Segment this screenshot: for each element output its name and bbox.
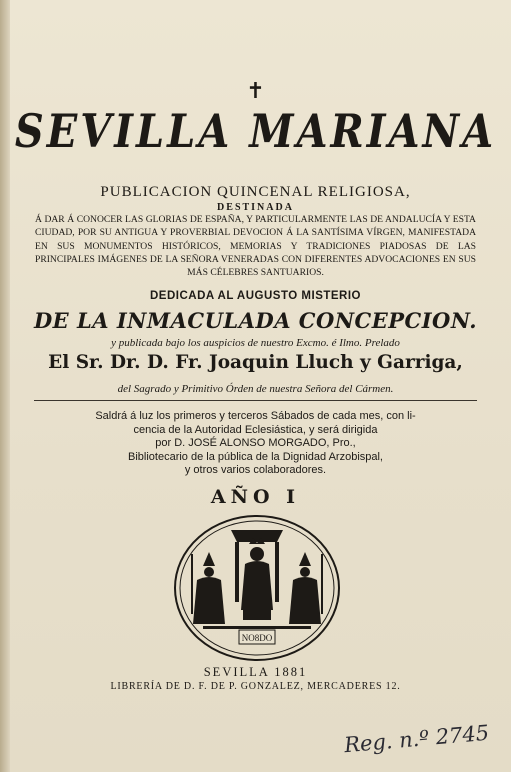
notice-line: cencia de la Autoridad Eclesiástica, y será dirigida [133, 423, 378, 436]
destinada-label: DESTINADA [217, 202, 294, 213]
dedication-line: DEDICADA AL AUGUSTO MISTERIO [150, 290, 361, 302]
publication-subtitle: PUBLICACION QUINCENAL RELIGIOSA, [100, 184, 411, 200]
publication-notice [0, 410, 511, 478]
order-line: del Sagrado y Primitivo Órden de nuestra Señora del Cármen. [117, 383, 394, 395]
cross-ornament: ✝ [246, 78, 265, 103]
handwritten-registration: Reg. n.º 2745 [343, 720, 491, 758]
seal-emblem [173, 514, 341, 662]
prelate-name: El Sr. Dr. D. Fr. Joaquin Lluch y Garriga, [48, 352, 463, 373]
publication-title: SEVILLA MARIANA [14, 104, 497, 159]
notice-line: por D. JOSÉ ALONSO MORGADO, Pro., [155, 437, 356, 449]
volume-label: AÑO I [210, 486, 301, 508]
notice-line: y otros varios colaboradores. [184, 464, 327, 476]
notice-line: Saldrá á luz los primeros y terceros Sábados de cada mes, con li- [95, 410, 416, 422]
seal-motto: NO8DO [241, 633, 273, 643]
imprint-city: SEVILLA 1881 [203, 665, 308, 679]
divider-rule [34, 400, 477, 401]
imprint-printer: LIBRERÍA DE D. F. DE P. GONZALEZ, MERCADERES 12. [110, 681, 401, 692]
notice-line: Bibliotecario de la pública de la Dignidad Arzobispal, [128, 450, 383, 463]
dedication-mystery: DE LA INMACULADA CONCEPCION. [33, 308, 478, 333]
description-paragraph: Á DAR Á CONOCER LAS GLORIAS DE ESPAÑA, Y PARTICULARMENTE LAS DE ANDALUCÍA Y ESTA CIUDAD, POR SU ANTIGUA Y PROVERBIAL DEVOCION Á LA SANTÍSIMA VÍRGEN, MANIFESTADA EN SUS MONUMENTOS HISTÓRICOS, MEMORIAS Y TRADICIONES PIADOSAS DE LAS PRINCIPALES IMÁGENES DE LA SEÑORA VENERADAS CON DIFERENTES ADVOCACIONES EN SUS MÁS CÉLEBRES SANTUARIOS. [35, 214, 476, 279]
auspices-line: y publicada bajo los auspicios de nuestro Excmo. é Ilmo. Prelado [111, 337, 400, 349]
